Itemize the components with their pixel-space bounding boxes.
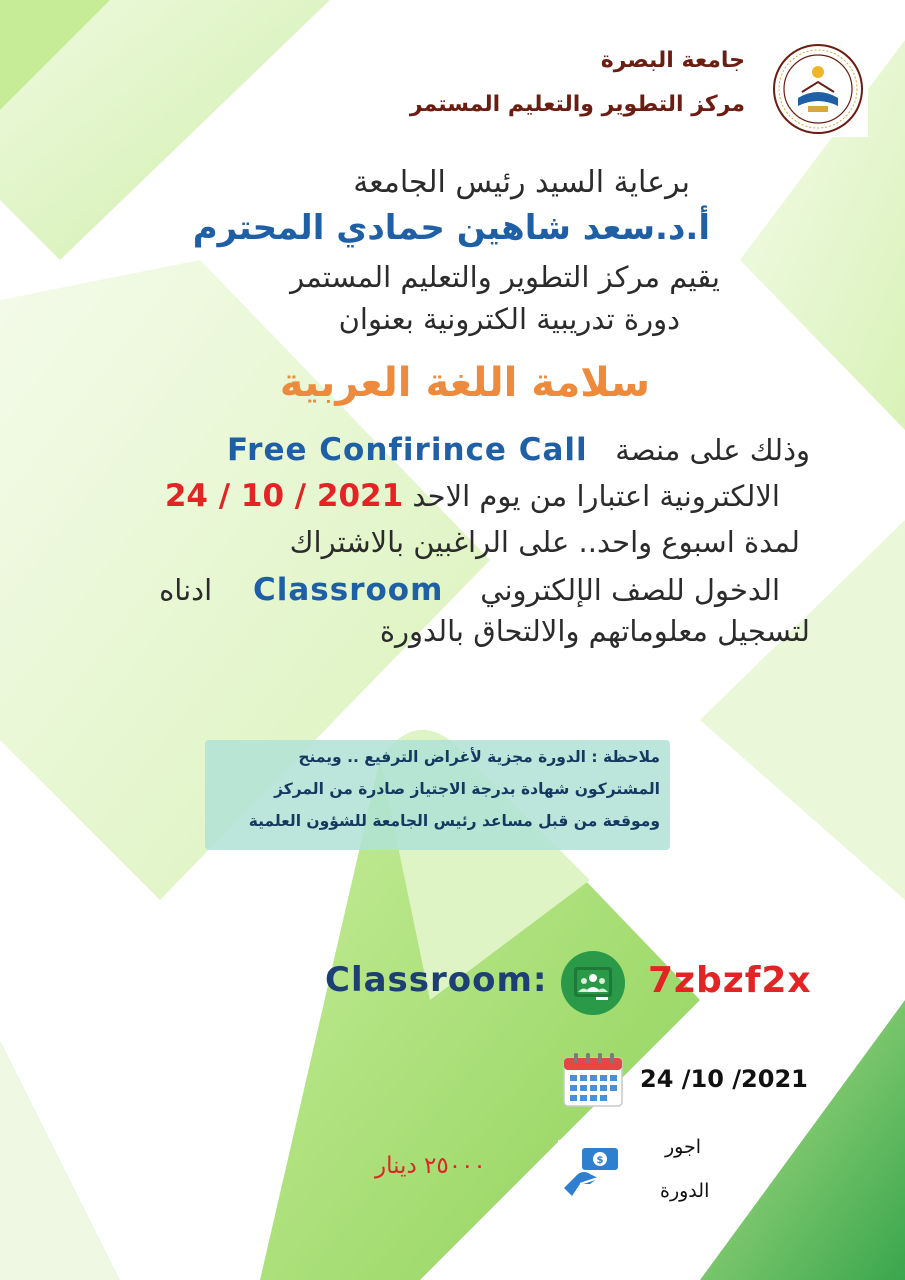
organizer-line: يقيم مركز التطوير والتعليم المستمر — [290, 260, 720, 294]
details-line-2-text: الالكترونية اعتبارا من يوم الاحد — [412, 479, 780, 513]
details-line-4 — [100, 572, 780, 608]
classroom-label: Classroom: — [325, 960, 548, 1000]
details-line-3: لمدة اسبوع واحد.. على الراغبين بالاشتراك — [289, 525, 800, 559]
note-line-2: المشتركون شهادة بدرجة الاجتياز صادرة من المركز — [274, 780, 660, 798]
google-classroom-icon — [560, 950, 626, 1016]
fee-amount: ٢٥٠٠٠ دينار — [375, 1153, 486, 1179]
calendar-icon — [562, 1052, 624, 1108]
fee-label-line-1: اجور — [665, 1136, 702, 1158]
patron-line: برعاية السيد رئيس الجامعة — [353, 165, 690, 200]
start-date: 24 / 10 / 2021 — [164, 478, 404, 514]
university-name: جامعة البصرة — [600, 48, 745, 73]
note-line-3: وموقعة من قبل مساعد رئيس الجامعة للشؤون العلمية — [248, 812, 660, 830]
course-intro: دورة تدريبية الكترونية بعنوان — [338, 302, 680, 336]
details-line-4-text-a: الدخول للصف الإلكتروني — [480, 573, 780, 607]
details-line-4-text-b: ادناه — [159, 573, 213, 607]
details-line-1-text: وذلك على منصة — [615, 433, 810, 467]
classroom-code[interactable]: 7zbzf2x — [648, 960, 812, 1001]
course-title: سلامة اللغة العربية — [279, 360, 650, 406]
center-name: مركز التطوير والتعليم المستمر — [409, 92, 745, 117]
classroom-word: Classroom — [253, 572, 444, 608]
note-line-1: ملاحظة : الدورة مجزية لأغراض الترفيع .. ويمنح — [298, 748, 660, 766]
details-line-2 — [100, 478, 780, 514]
university-seal-icon — [768, 42, 868, 137]
president-name: أ.د.سعد شاهين حمادي المحترم — [192, 208, 710, 248]
details-line-5: لتسجيل معلوماتهم والالتحاق بالدورة — [379, 614, 810, 648]
money-payment-icon — [558, 1140, 624, 1202]
fee-label-line-2: الدورة — [660, 1180, 710, 1202]
platform-name: Free Confirince Call — [226, 432, 588, 468]
svg-text:$: $ — [596, 1155, 604, 1166]
details-line-1 — [130, 432, 810, 468]
date-text: 24 /10 /2021 — [640, 1065, 808, 1093]
